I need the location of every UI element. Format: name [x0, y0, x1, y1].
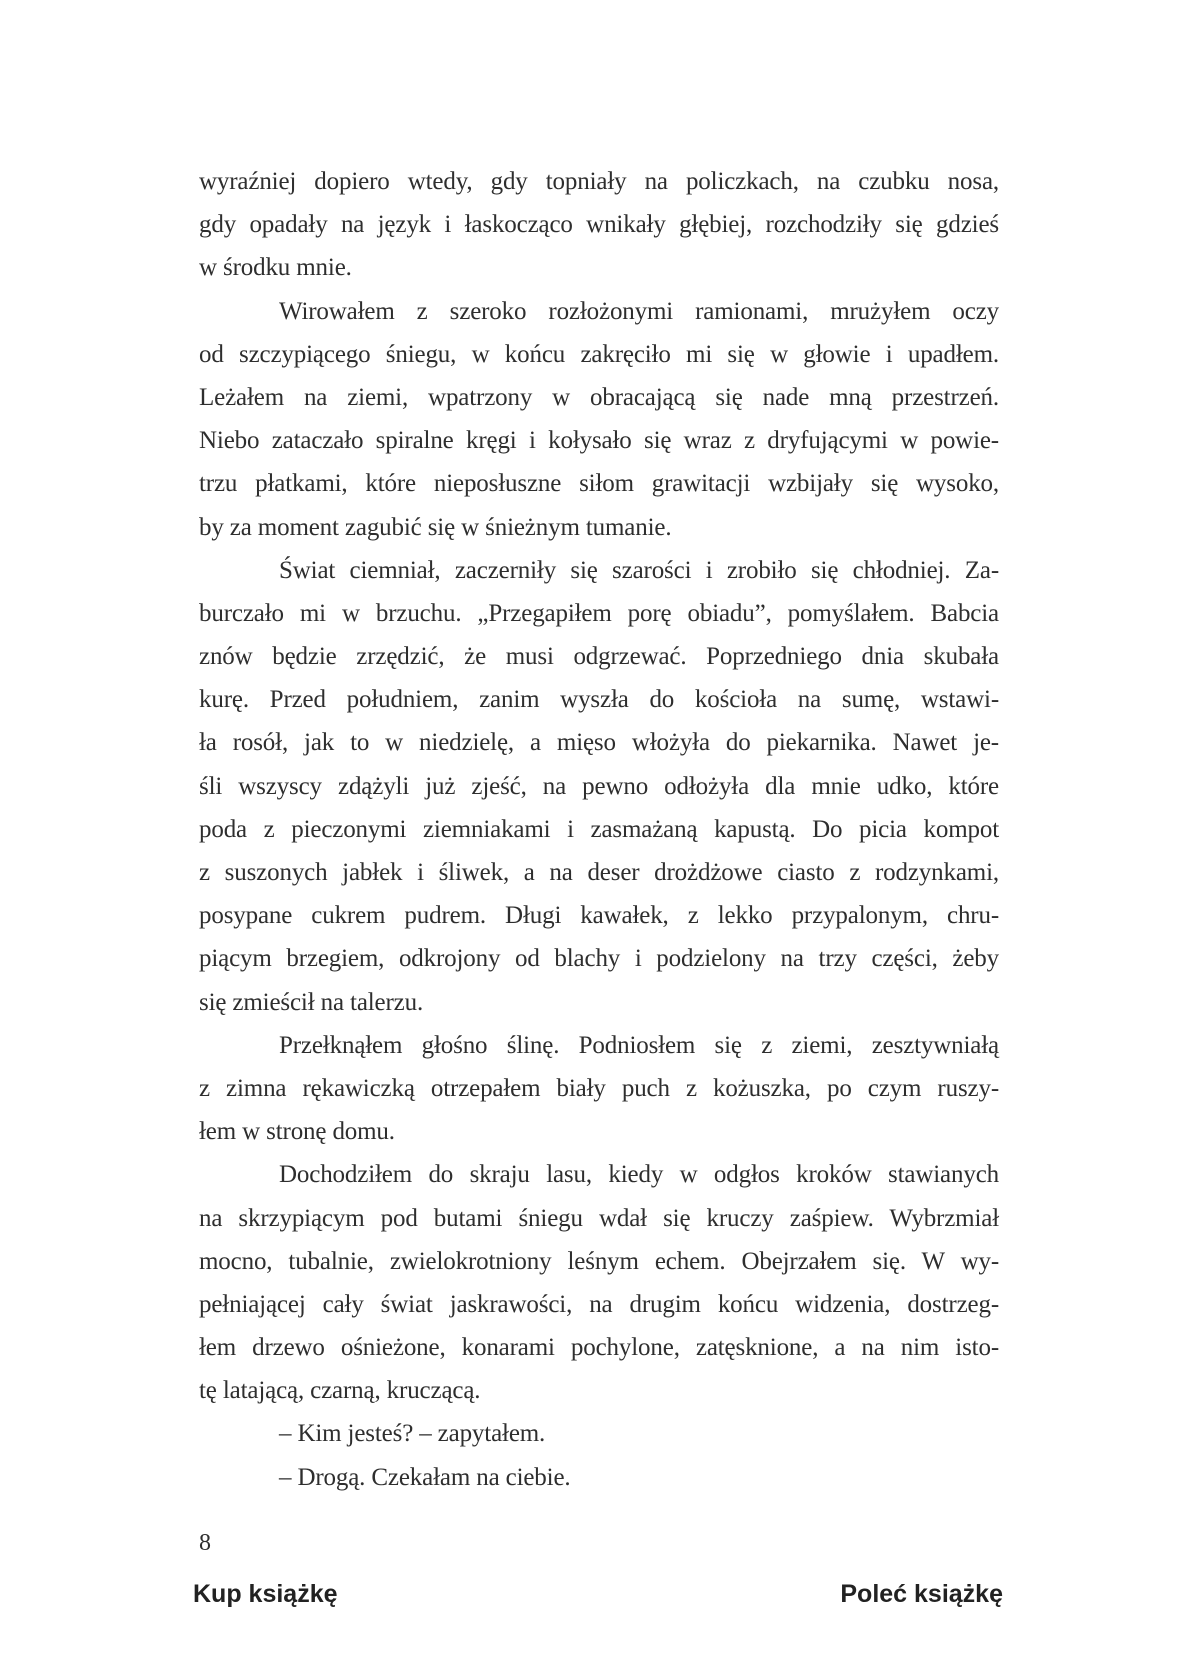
paragraph	[199, 1456, 999, 1499]
recommend-book-link[interactable]: Poleć książkę	[840, 1580, 1003, 1608]
text-line: z suszonych jabłek i śliwek, a na deser drożdżowe ciasto z rodzynkami,	[199, 859, 999, 886]
text-line: znów będzie zrzędzić, że musi odgrzewać. Poprzedniego dnia skubała	[199, 643, 999, 671]
text-line: – Kim jesteś? – zapytałem.	[279, 1420, 546, 1448]
paragraph	[199, 1024, 999, 1154]
text-line: gdy opadały na język i łaskocząco wnikały głębiej, rozchodziły się gdzieś	[199, 211, 999, 239]
text-line: by za moment zagubić się w śnieżnym tumanie.	[199, 513, 672, 541]
text-line: tę latającą, czarną, kruczącą.	[199, 1377, 481, 1405]
text-line: poda z pieczonymi ziemniakami i zasmażaną kapustą. Do picia kompot	[199, 815, 999, 843]
paragraph	[199, 549, 999, 1024]
text-line: Niebo zataczało spiralne kręgi i kołysało się wraz z dryfującymi w powie-	[199, 427, 999, 455]
text-line: Wirowałem z szeroko rozłożonymi ramionami, mrużyłem oczy	[279, 297, 999, 325]
text-line: Leżałem na ziemi, wpatrzony w obracającą się nade mną przestrzeń.	[199, 383, 999, 411]
text-line: ła rosół, jak to w niedzielę, a mięso włożyła do piekarnika. Nawet je-	[199, 729, 999, 757]
text-line: Dochodziłem do skraju lasu, kiedy w odgłos kroków stawianych	[279, 1161, 999, 1189]
text-line: kurę. Przed południem, zanim wyszła do kościoła na sumę, wstawi-	[199, 686, 999, 714]
text-line: na skrzypiącym pod butami śniegu wdał się kruczy zaśpiew. Wybrzmiał	[199, 1204, 999, 1232]
text-line: Świat ciemniał, zaczerniły się szarości i zrobiło się chłodniej. Za-	[279, 556, 999, 584]
text-line: od szczypiącego śniegu, w końcu zakręciło mi się w głowie i upadłem.	[199, 340, 999, 368]
text-line: – Drogą. Czekałam na ciebie.	[279, 1463, 571, 1491]
paragraph	[199, 290, 999, 549]
text-line: się zmieścił na talerzu.	[199, 988, 424, 1016]
text-line: trzu płatkami, które nieposłuszne siłom grawitacji wzbijały się wysoko,	[199, 470, 999, 498]
text-line: w środku mnie.	[199, 254, 352, 282]
text-line: łem drzewo ośnieżone, konarami pochylone, zatęsknione, a na nim isto-	[199, 1334, 999, 1362]
text-line: wyraźniej dopiero wtedy, gdy topniały na policzkach, na czubku nosa,	[199, 168, 999, 195]
paragraph	[199, 1153, 999, 1412]
page-number: 8	[199, 1530, 211, 1556]
text-line: piącym brzegiem, odkrojony od blachy i podzielony na trzy części, żeby	[199, 945, 999, 973]
paragraph	[199, 160, 999, 290]
text-line: pełniającej cały świat jaskrawości, na drugim końcu widzenia, dostrzeg-	[199, 1290, 999, 1318]
text-line: śli wszyscy zdążyli już zjeść, na pewno odłożyła dla mnie udko, które	[199, 772, 999, 800]
text-line: Przełknąłem głośno ślinę. Podniosłem się z ziemi, zesztywniałą	[279, 1031, 999, 1059]
buy-book-link[interactable]: Kup książkę	[193, 1580, 338, 1608]
paragraph	[199, 1412, 999, 1455]
text-line: posypane cukrem pudrem. Długi kawałek, z lekko przypalonym, chru-	[199, 902, 999, 930]
book-text	[199, 160, 999, 1499]
text-line: burczało mi w brzuchu. „Przegapiłem porę obiadu”, pomyślałem. Babcia	[199, 599, 999, 627]
text-line: łem w stronę domu.	[199, 1118, 395, 1146]
text-line: mocno, tubalnie, zwielokrotniony leśnym echem. Obejrzałem się. W wy-	[199, 1247, 999, 1275]
text-line: z zimna rękawiczką otrzepałem biały puch z kożuszka, po czym ruszy-	[199, 1074, 999, 1102]
